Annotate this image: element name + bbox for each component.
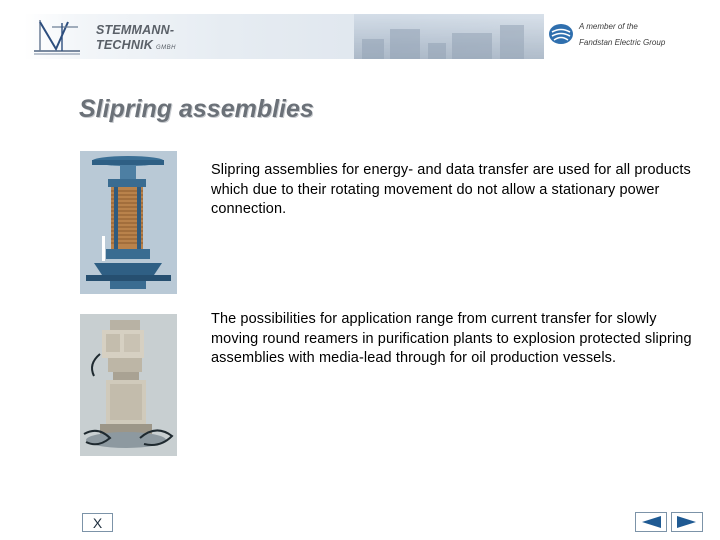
paragraph-energy-data-transfer: Slipring assemblies for energy- and data transfer are used for all products which due to their rotating movement do not allow a stationary power connection. [211,162,691,217]
close-button[interactable] [82,513,113,532]
company-logo-icon [32,18,82,56]
triangle-right-icon [676,515,698,529]
triangle-left-icon [640,515,662,529]
slide-title: Slipring assemblies [79,95,314,123]
company-name-line1: STEMMANN- [96,23,175,37]
company-name-suffix: GMBH [155,45,176,51]
company-name-line2 [96,38,176,52]
group-logo-icon [548,23,574,45]
paragraph-application-range: The possibilities for application range from current transfer for slowly moving round reamers in purification plants to explosion protected slipring assemblies with media-lead through for oil production vessels. [211,311,692,366]
member-of-text: A member of the [579,22,638,31]
slipring-photo-tower [80,151,177,294]
header-banner [24,14,697,59]
group-membership-box [544,14,697,59]
header-background-photo [354,14,544,59]
next-slide-button[interactable] [671,512,703,532]
previous-slide-button[interactable] [635,512,667,532]
slipring-photo-explosion-protected [80,314,177,456]
close-button-label: X [92,514,103,531]
group-name-text: Fandstan Electric Group [579,38,666,47]
company-name-main: TECHNIK [96,38,153,52]
